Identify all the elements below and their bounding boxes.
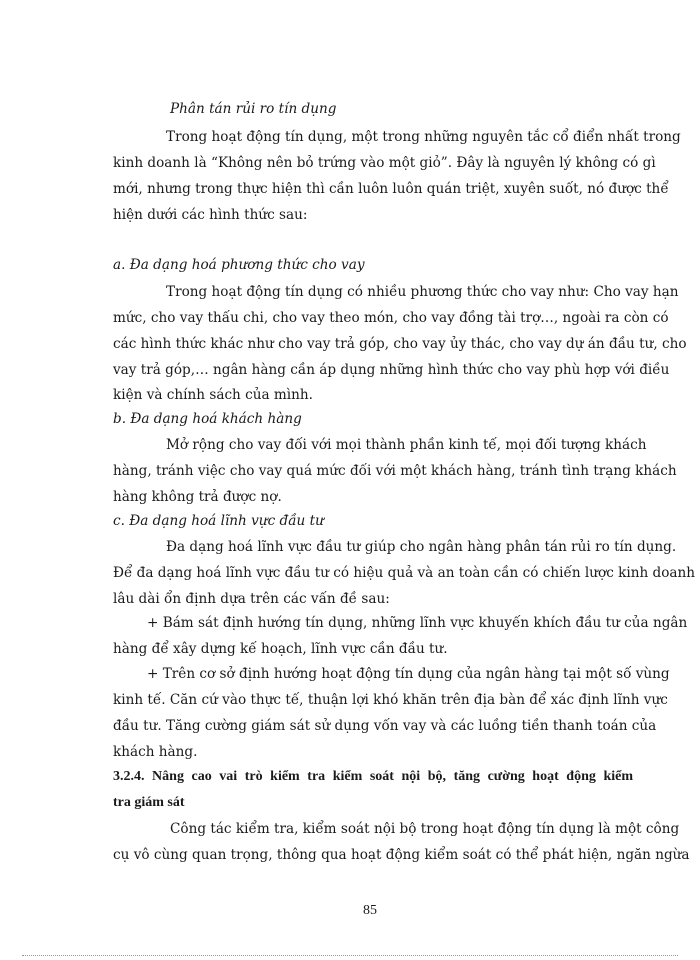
paragraph-line: vay trả góp,… ngân hàng cần áp dụng những hình thức cho vay phù hợp với điều (113, 362, 670, 378)
subheading-a: a. Đa dạng hoá phương thức cho vay (113, 257, 365, 273)
paragraph-line: Công tác kiểm tra, kiểm soát nội bộ trong hoạt động tín dụng là một công (170, 821, 680, 837)
bullet-line: + Bám sát định hướng tín dụng, những lĩnh vực khuyến khích đầu tư của ngân (147, 615, 688, 631)
paragraph-line: lâu dài ổn định dựa trên các vấn đề sau: (113, 591, 390, 607)
paragraph-line: hiện dưới các hình thức sau: (113, 207, 308, 223)
paragraph-line: các hình thức khác như cho vay trả góp, cho vay ủy thác, cho vay dự án đầu tư, cho (113, 336, 687, 352)
subheading-b: b. Đa dạng hoá khách hàng (113, 411, 302, 427)
bullet-line: hàng để xây dựng kế hoạch, lĩnh vực cần đầu tư. (113, 641, 448, 657)
paragraph-line: Đa dạng hoá lĩnh vực đầu tư giúp cho ngân hàng phân tán rủi ro tín dụng. (166, 539, 677, 555)
page-break-divider (22, 955, 678, 956)
paragraph-line: Để đa dạng hoá lĩnh vực đầu tư có hiệu quả và an toàn cần có chiến lược kinh doanh (113, 565, 696, 581)
paragraph-line: cụ vô cùng quan trọng, thông qua hoạt động kiểm soát có thể phát hiện, ngăn ngừa (113, 847, 690, 863)
paragraph-line: kinh doanh là “Không nên bỏ trứng vào một giỏ”. Đây là nguyên lý không có gì (113, 155, 656, 171)
paragraph-line: kiện và chính sách của mình. (113, 387, 313, 403)
bullet-line: đầu tư. Tăng cường giám sát sử dụng vốn vay và các luồng tiền thanh toán của (113, 718, 657, 734)
paragraph-line: Trong hoạt động tín dụng có nhiều phương thức cho vay như: Cho vay hạn (166, 284, 679, 300)
paragraph-line: mức, cho vay thấu chi, cho vay theo món, cho vay đồng tài trợ…, ngoài ra còn có (113, 310, 669, 326)
paragraph-line: hàng không trả được nợ. (113, 489, 282, 505)
bullet-line: khách hàng. (113, 744, 198, 760)
subheading-c: c. Đa dạng hoá lĩnh vực đầu tư (113, 513, 324, 529)
paragraph-line: hàng, tránh việc cho vay quá mức đối với một khách hàng, tránh tình trạng khách (113, 463, 677, 479)
page-number: 85 (363, 903, 377, 918)
bullet-line: kinh tế. Căn cứ vào thực tế, thuận lợi khó khăn trên địa bàn để xác định lĩnh vực (113, 692, 668, 708)
paragraph-line: mới, nhưng trong thực hiện thì cần luôn luôn quán triệt, xuyên suốt, nó được thể (113, 181, 669, 197)
heading-line: 3.2.4. Nâng cao vai trò kiểm tra kiểm soát nội bộ, tăng cường hoạt động kiểm (113, 769, 633, 784)
heading-line: tra giám sát (113, 795, 185, 810)
bullet-line: + Trên cơ sở định hướng hoạt động tín dụng của ngân hàng tại một số vùng (147, 666, 670, 682)
section-subtitle: Phân tán rủi ro tín dụng (170, 101, 337, 117)
paragraph-line: Trong hoạt động tín dụng, một trong những nguyên tắc cổ điển nhất trong (166, 129, 681, 145)
paragraph-line: Mở rộng cho vay đối với mọi thành phần kinh tế, mọi đối tượng khách (166, 437, 647, 453)
